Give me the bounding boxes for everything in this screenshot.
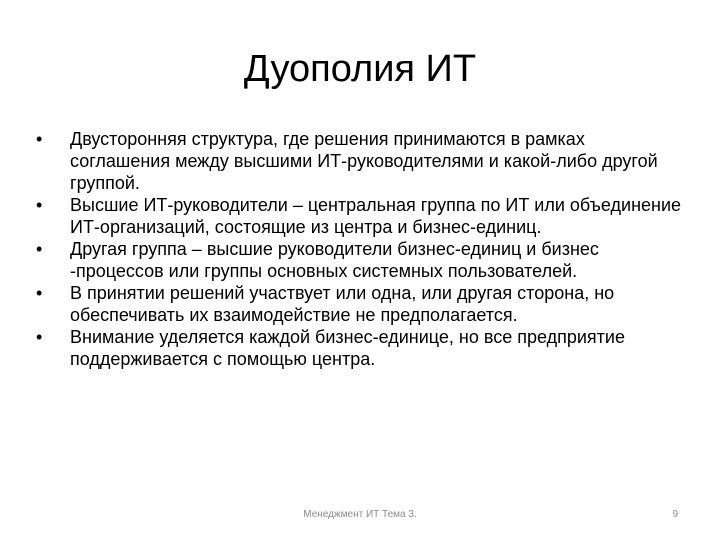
bullet-icon: •	[36, 239, 43, 259]
slide-title: Дуополия ИТ	[243, 48, 477, 90]
bullet-item	[36, 194, 686, 238]
bullet-text: Двусторонняя структура, где решения принимаются в рамках соглашения между высшими ИТ-руководителями и какой-либо другой группой.	[70, 129, 658, 193]
bullet-icon: •	[36, 283, 43, 303]
bullet-text: Внимание уделяется каждой бизнес-единице, но все предприятие поддерживается с помощью центра.	[70, 327, 625, 369]
bullet-item	[36, 326, 686, 370]
bullet-text: В принятии решений участвует или одна, или другая сторона, но обеспечивать их взаимодействие не предполагается.	[70, 283, 615, 325]
bullet-icon: •	[36, 129, 43, 149]
bullet-list	[36, 128, 686, 370]
bullet-item	[36, 128, 686, 194]
bullet-item	[36, 282, 686, 326]
page-number: 9	[672, 509, 678, 520]
bullet-text: Высшие ИТ-руководители – центральная группа по ИТ или объединение ИТ-организаций, состоящие из центра и бизнес-единиц.	[70, 195, 682, 237]
bullet-item	[36, 238, 686, 282]
bullet-icon: •	[36, 327, 43, 347]
bullet-text: Другая группа – высшие руководители бизнес-единиц и бизнес -процессов или группы основных системных пользователей.	[70, 239, 599, 281]
bullet-icon: •	[36, 195, 43, 215]
footer-text: Менеджмент ИТ Тема 3.	[303, 509, 417, 520]
